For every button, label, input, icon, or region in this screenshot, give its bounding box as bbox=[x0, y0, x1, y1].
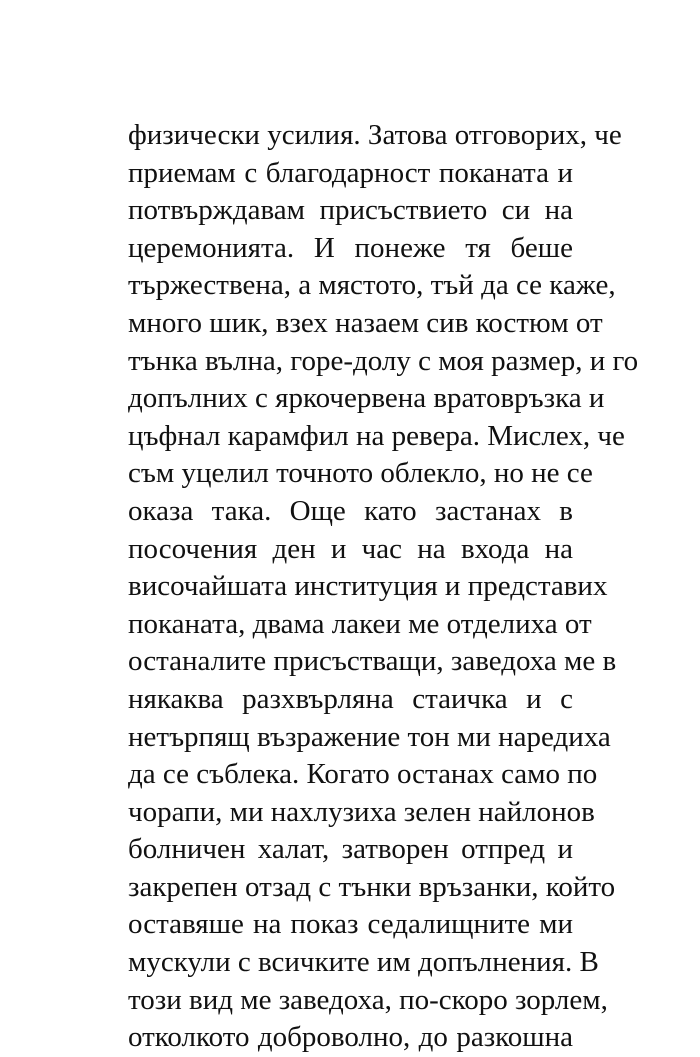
text-line: оставяше на показ седалищните ми bbox=[128, 908, 573, 941]
text-line: много шик, взех назаем сив костюм от bbox=[128, 306, 603, 339]
text-line: съм уцелил точното облекло, но не се bbox=[128, 457, 593, 490]
text-line: цъфнал карамфил на ревера. Мислех, че bbox=[128, 419, 625, 452]
text-line: нетърпящ възражение тон ми наредиха bbox=[128, 720, 611, 753]
text-line: тънка вълна, горе-долу с моя размер, и го bbox=[128, 344, 639, 377]
text-line: допълних с яркочервена вратовръзка и bbox=[128, 382, 605, 415]
text-line: приемам с благодарност поканата и bbox=[128, 156, 573, 189]
text-line: тържествена, а мястото, тъй да се каже, bbox=[128, 269, 616, 302]
text-line: мускули с всичките им допълнения. В bbox=[128, 946, 599, 979]
text-line: някаква разхвърляна стаичка и с bbox=[128, 682, 573, 715]
text-line: закрепен отзад с тънки връзанки, който bbox=[128, 870, 616, 903]
text-line: посочения ден и час на входа на bbox=[128, 532, 573, 565]
text-line: да се съблека. Когато останах само по bbox=[128, 758, 598, 791]
text-line: чорапи, ми нахлузиха зелен найлонов bbox=[128, 795, 595, 828]
body-text bbox=[128, 117, 639, 1057]
text-line: височайшата институция и представих bbox=[128, 570, 608, 603]
text-line: болничен халат, затворен отпред и bbox=[128, 833, 573, 866]
text-line: физически усилия. Затова отговорих, че bbox=[128, 119, 622, 151]
text-line: останалите присъстващи, заведоха ме в bbox=[128, 645, 617, 678]
text-line: поканата, двама лакеи ме отделиха от bbox=[128, 607, 592, 640]
text-line: отколкото доброволно, до разкошна bbox=[128, 1021, 573, 1054]
text-line: церемонията. И понеже тя беше bbox=[128, 231, 573, 264]
text-line: оказа така. Още като застанах в bbox=[128, 494, 573, 527]
text-line: този вид ме заведоха, по-скоро зорлем, bbox=[128, 983, 608, 1016]
text-line: потвърждавам присъствието си на bbox=[128, 194, 573, 227]
